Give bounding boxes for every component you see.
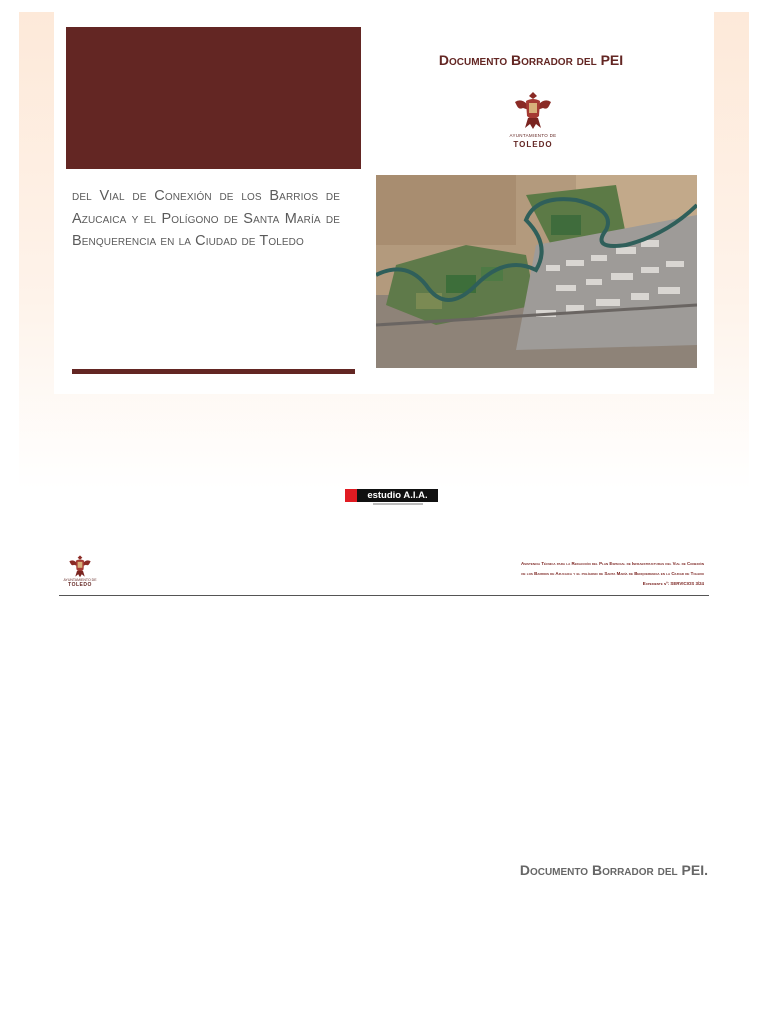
coat-of-arms-icon	[511, 88, 555, 132]
aerial-photo	[376, 175, 697, 368]
studio-logo-underline	[373, 503, 423, 505]
cover-divider	[72, 369, 355, 374]
coat-of-arms-icon	[67, 553, 93, 579]
project-title: del Vial de Conexión de los Barrios de Azucaica y el Polígono de Santa María de Benquerencia en la Ciudad de Toledo	[72, 188, 340, 249]
header-logo-name: TOLEDO	[68, 582, 92, 588]
header-divider	[59, 595, 709, 596]
studio-logo-mark	[345, 489, 357, 502]
logo-caption: AYUNTAMIENTO DE	[509, 133, 557, 138]
header-logo-caption: AYUNTAMIENTO DE	[63, 578, 97, 582]
document-label: Documento Borrador del PEI	[438, 52, 624, 68]
header-line-1: Asistencia Técnica para la Redacción del Plan Especial de Infraestructuras del Vial de Conexión	[520, 561, 704, 566]
cover-color-block	[66, 27, 361, 169]
section-title: Documento Borrador del PEI.	[519, 862, 708, 878]
studio-logo-text: estudio A.I.A.	[357, 489, 438, 502]
studio-logo	[345, 489, 438, 504]
header-line-2: de los Barrios de Azucaica y el polígono de Santa María de Benquerencia en la Ciudad de Toledo	[521, 571, 704, 576]
header-line-3: Expediente nº: SERVICIOS 3/24	[642, 581, 704, 586]
logo-name: TOLEDO	[513, 140, 553, 149]
